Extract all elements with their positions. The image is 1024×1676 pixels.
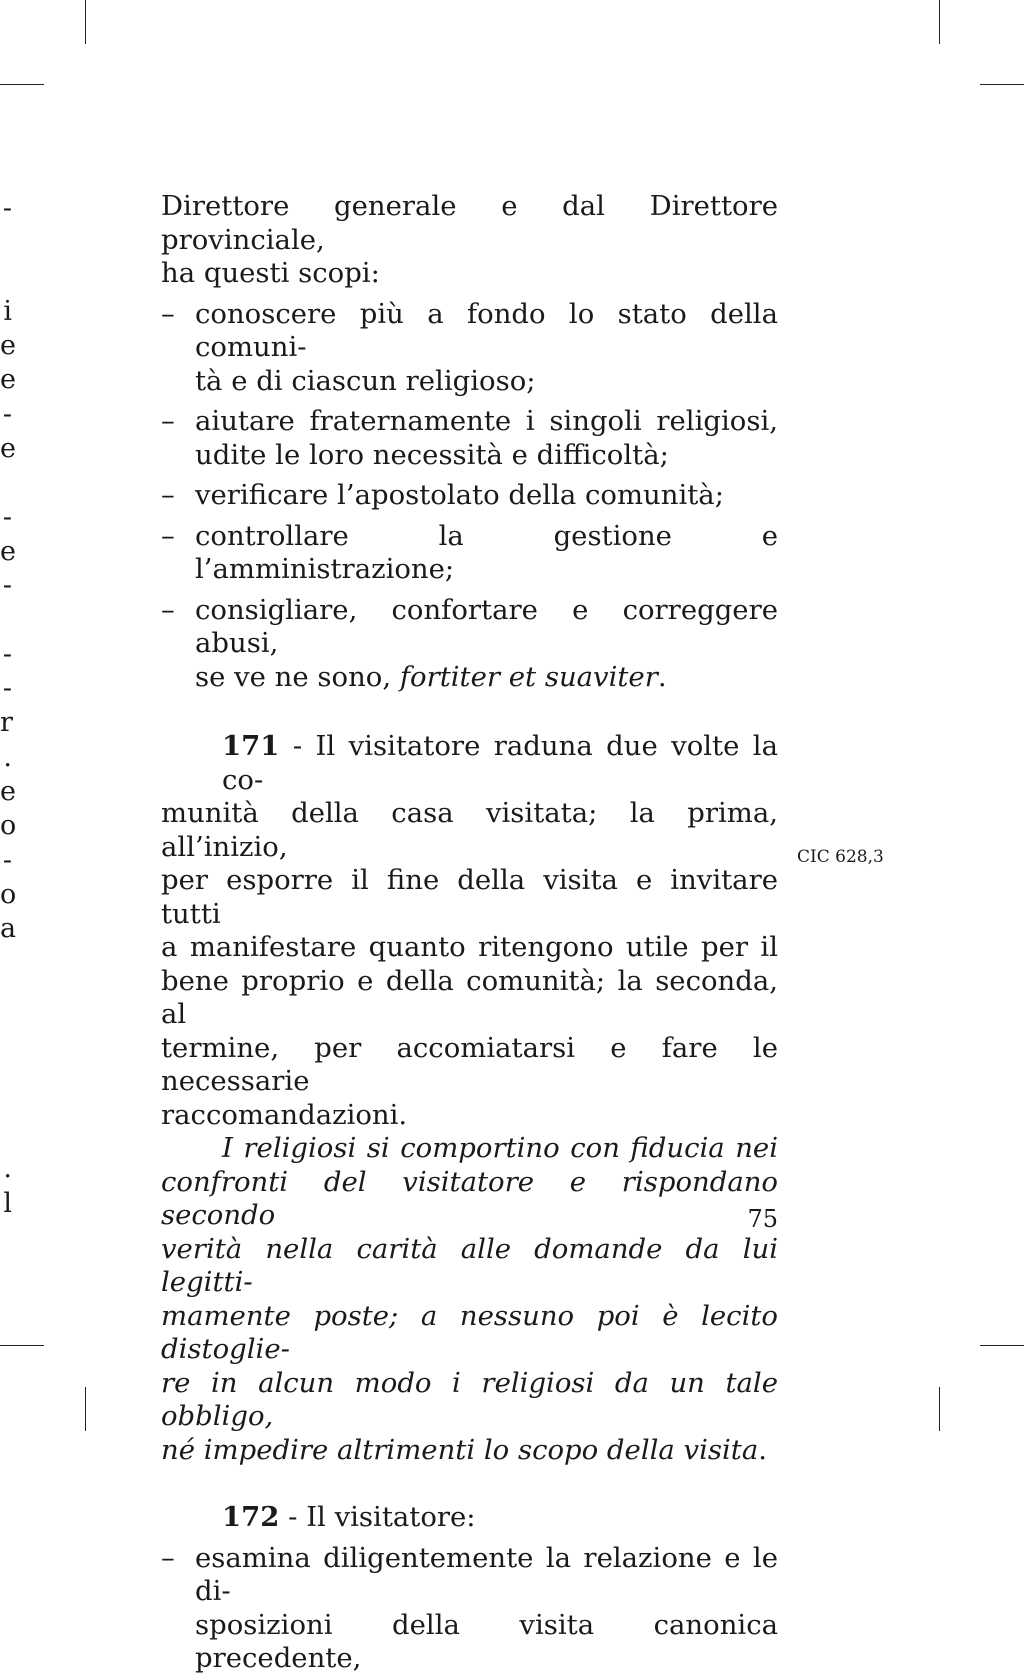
list-item: – conoscere più a fondo lo stato della comuni- tà e di ciascun religioso;	[161, 297, 778, 397]
article-171-italic: I religiosi si comportino con fiducia nei confronti del visitatore e rispondano secondo verità nella carità alle domande da lui legitti- mamente poste; a nessuno poi è lecito distoglie- re in alcun modo i religiosi da un tale obbligo, né impedire altrimenti lo scopo della visita.	[161, 1132, 778, 1466]
list-item: – controllare la gestione e l’amministrazione;	[161, 519, 778, 585]
bleed-char	[0, 947, 12, 981]
bleed-char: r	[0, 707, 13, 739]
bleed-char: -	[2, 844, 12, 876]
page-body	[161, 190, 778, 1676]
bleed-char	[0, 981, 12, 1015]
previous-page-bleed	[0, 192, 17, 1221]
list-item: – esamina diligentemente la relazione e le di- sposizioni della visita canonica precedente,	[161, 1541, 778, 1674]
bleed-char: -	[2, 193, 12, 224]
crop-mark-right-bottom	[980, 1345, 1024, 1346]
bleed-char: e	[0, 330, 16, 362]
bleed-char	[0, 261, 12, 295]
bleed-char: -	[2, 638, 12, 670]
bleed-char: -	[2, 673, 12, 705]
article-171: 171 - Il visitatore raduna due volte la co- munità della casa visitata; la prima, all’inizio, per esporre il fine della visita e invitare tutti a manifestare quanto ritengono utile per il bene proprio e della comunità; la seconda, al termine, per accomiatarsi e fare le necessarie raccomandazioni.	[161, 730, 778, 1131]
bleed-char: o	[0, 878, 17, 910]
bleed-char	[0, 466, 12, 500]
bleed-char	[0, 226, 12, 260]
crop-mark-left-bottom	[0, 1345, 44, 1346]
article-172: 172 - Il visitatore:	[222, 1501, 476, 1533]
bleed-char: o	[0, 810, 17, 842]
bleed-char	[0, 1049, 12, 1083]
bleed-char: e	[0, 776, 16, 808]
crop-mark-right-top	[980, 84, 1024, 85]
list-item: – aiutare fraternamente i singoli religiosi, udite le loro necessità e difficoltà;	[161, 405, 778, 471]
bleed-char: e	[0, 433, 16, 465]
crop-mark-top-left	[85, 0, 86, 44]
bleed-char: l	[3, 1187, 12, 1219]
page-number: 75	[747, 1205, 778, 1233]
crop-mark-left-top	[0, 84, 44, 85]
intro-paragraph: Direttore generale e dal Direttore provinciale, ha questi scopi:	[161, 190, 778, 289]
crop-mark-bottom-right	[939, 1387, 940, 1431]
bleed-char	[0, 1084, 12, 1118]
bleed-char: e	[0, 364, 16, 396]
bleed-char: e	[0, 535, 16, 567]
bleed-char	[0, 604, 12, 638]
crop-mark-bottom-left	[85, 1387, 86, 1431]
bleed-char	[0, 1118, 12, 1152]
bleed-char: -	[2, 398, 12, 430]
list-item: – consigliare, confortare e correggere abusi, se ve ne sono, fortiter et suaviter.	[161, 593, 778, 693]
article-number: 171	[222, 730, 280, 762]
bleed-char: a	[0, 913, 17, 945]
bleed-char	[0, 1015, 12, 1049]
article-number: 172	[222, 1501, 280, 1533]
bleed-char: -	[2, 501, 12, 533]
crop-mark-top-right	[939, 0, 940, 44]
bleed-char: i	[3, 295, 12, 327]
bleed-char: -	[2, 570, 12, 602]
margin-reference: CIC 628,3	[797, 847, 884, 867]
bleed-char: .	[3, 1153, 12, 1185]
bleed-char: .	[3, 741, 12, 773]
list-item: – verificare l’apostolato della comunità;	[161, 479, 724, 511]
